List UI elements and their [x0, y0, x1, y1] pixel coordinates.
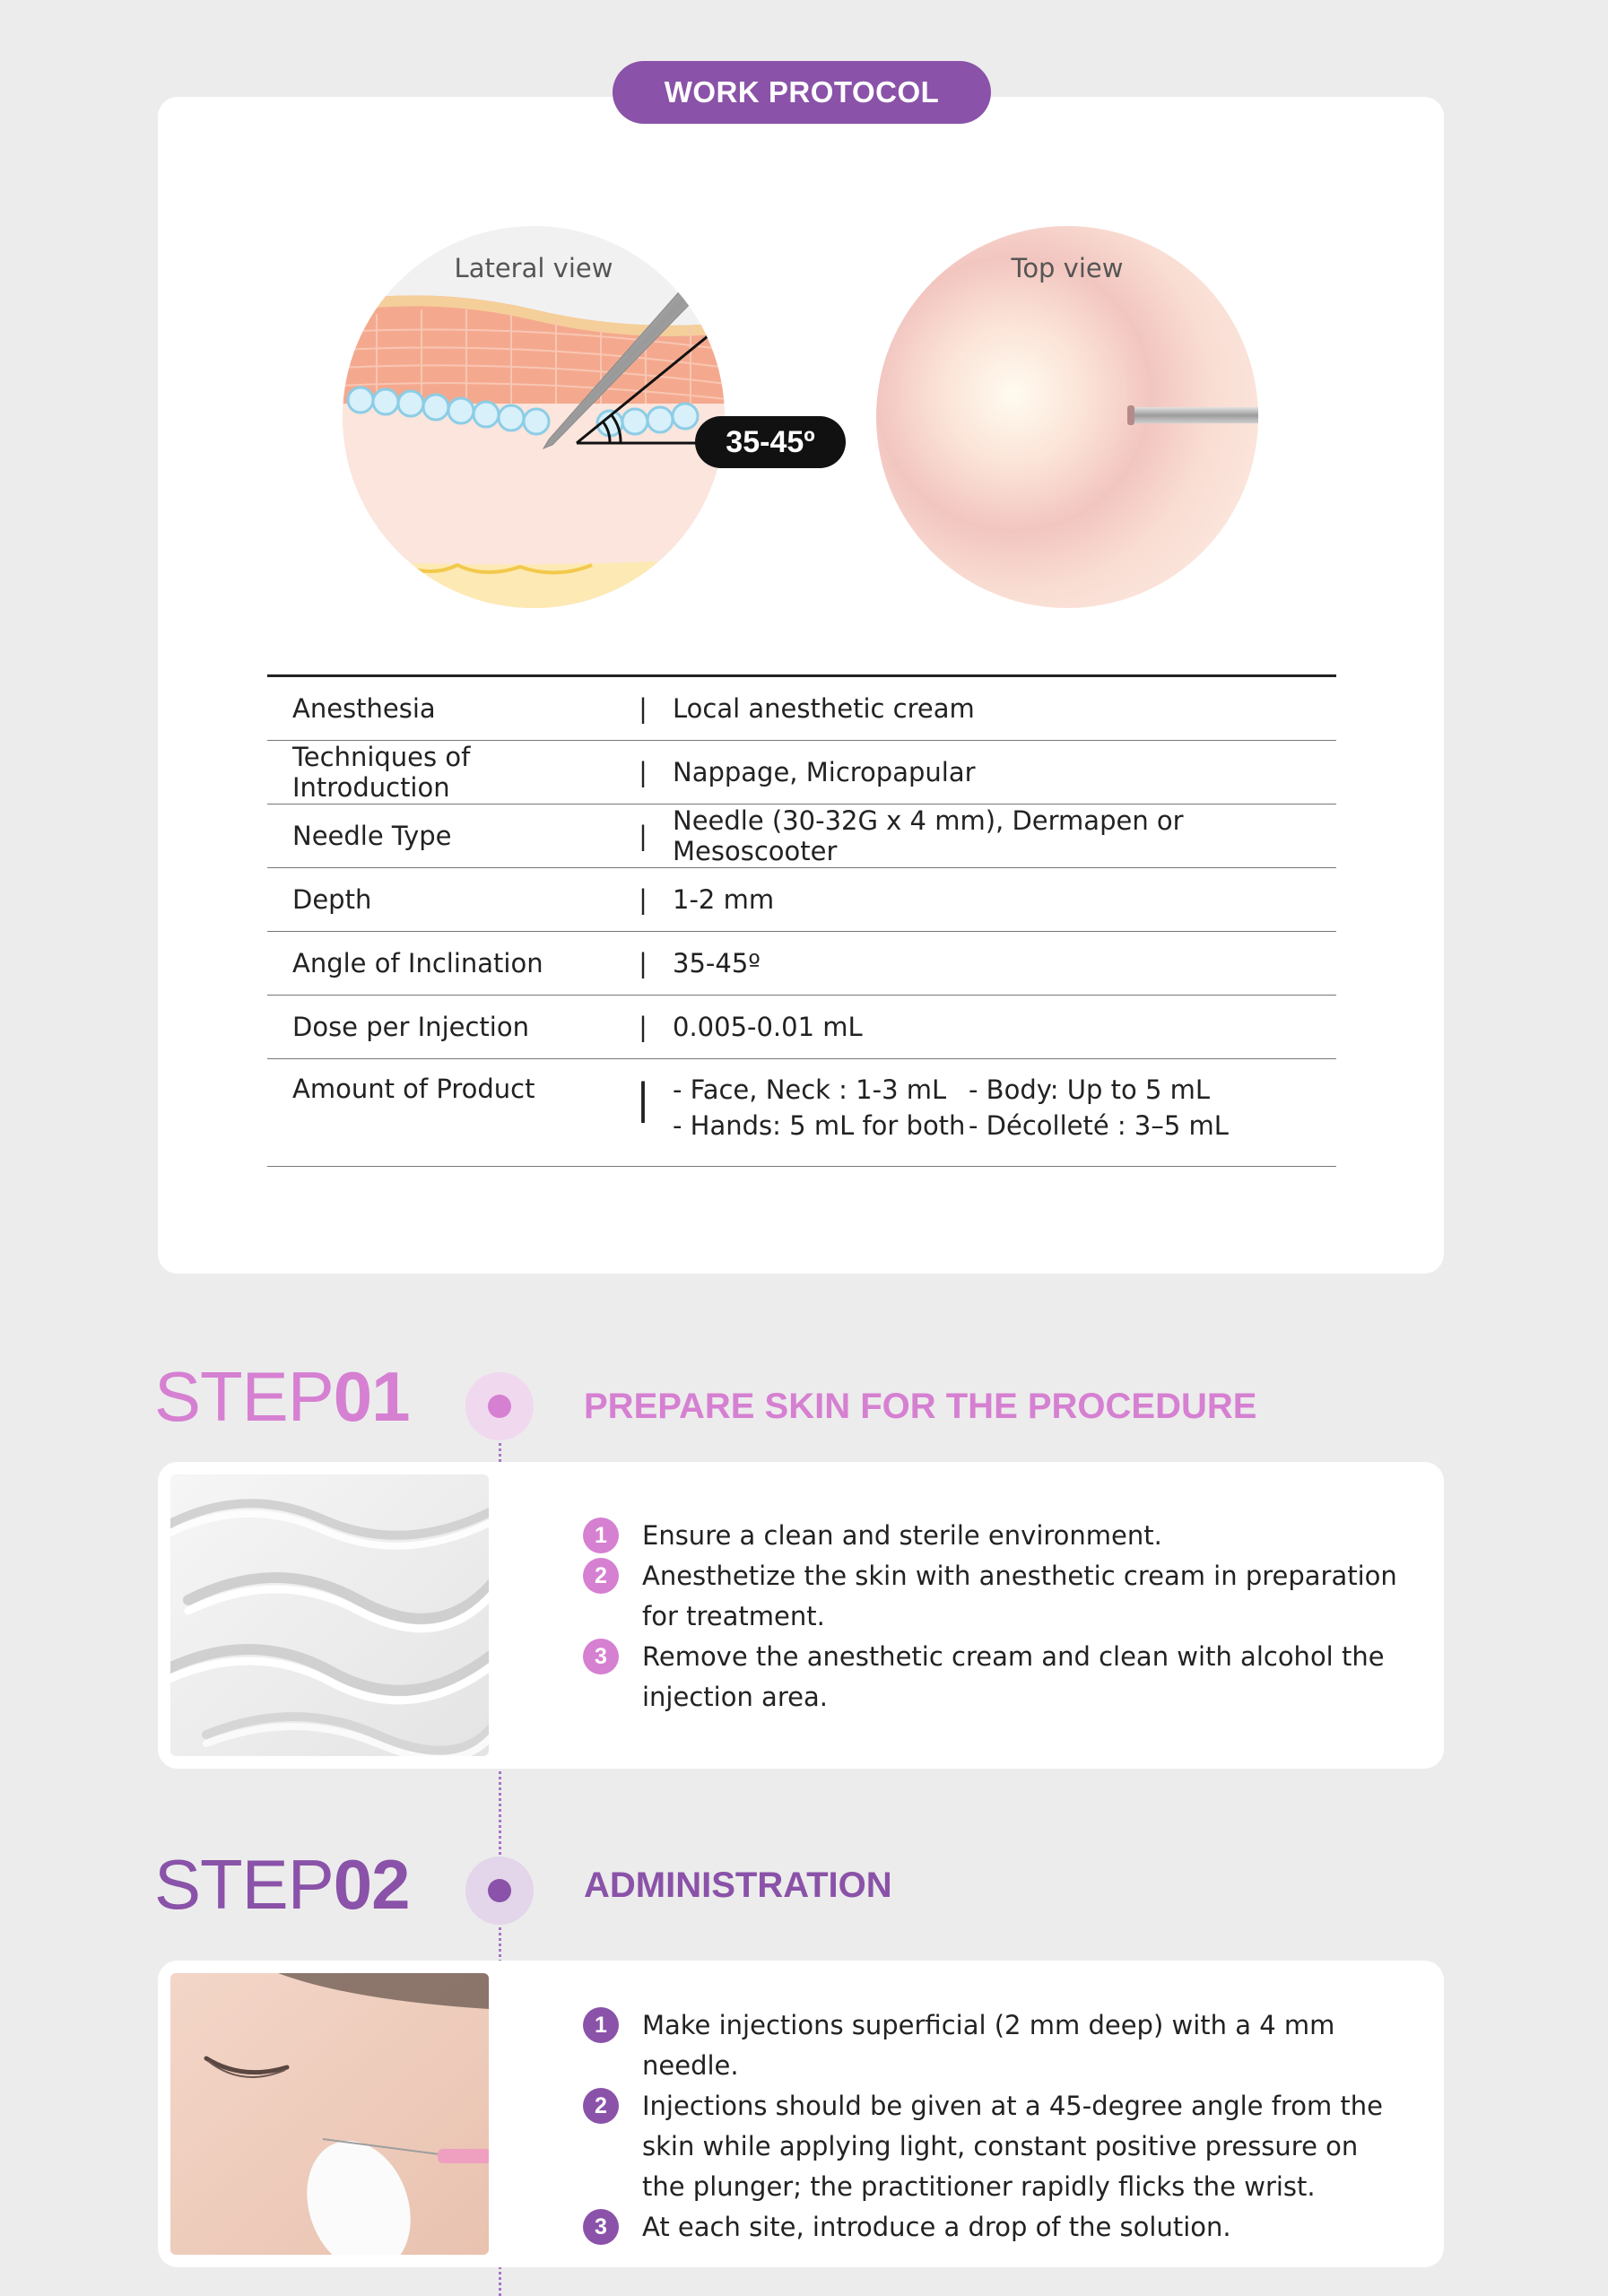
step2-title: [154, 1844, 410, 1926]
list-item: [583, 1556, 1408, 1637]
lateral-view-label: Lateral view: [454, 253, 613, 283]
row-label: Dose per Injection: [292, 1012, 529, 1042]
step1-item2-text: Anesthetize the skin with anesthetic cream in preparation for treatment.: [642, 1561, 1397, 1631]
table-row: [267, 804, 1336, 868]
row-separator: |: [639, 693, 648, 724]
row-value: 1-2 mm: [673, 884, 775, 915]
row-separator: |: [639, 884, 648, 915]
row-separator: |: [639, 821, 648, 851]
amount-hands: - Hands: 5 mL for both: [673, 1110, 966, 1141]
row-label: Amount of Product: [292, 1074, 535, 1104]
row-label: Depth: [292, 884, 372, 915]
table-row: [267, 677, 1336, 741]
step1-heading: PREPARE SKIN FOR THE PROCEDURE: [584, 1387, 1257, 1426]
step2-item2-text: Injections should be given at a 45-degree angle from the skin while applying light, constant positive pressure on the plunger; the practitioner rapidly flicks the wrist.: [642, 2091, 1384, 2202]
step1-number: 01: [333, 1357, 410, 1436]
step1-prefix: STEP: [154, 1357, 334, 1436]
step1-item1-number: 1: [583, 1518, 619, 1553]
list-item: [583, 1637, 1408, 1718]
step2-instructions: [583, 2005, 1408, 2248]
amount-face-neck: - Face, Neck : 1-3 mL: [673, 1074, 947, 1105]
row-label: Techniques of Introduction: [292, 742, 471, 803]
row-value: Local anesthetic cream: [673, 693, 975, 724]
table-row: [267, 996, 1336, 1059]
row-separator: |: [639, 948, 648, 978]
top-view-illustration: [874, 224, 1260, 610]
step2-card: [158, 1961, 1444, 2267]
cream-texture-image: [170, 1474, 489, 1756]
step1-item2-number: 2: [583, 1558, 619, 1594]
top-view-label: Top view: [1011, 253, 1124, 283]
step1-instructions: [583, 1516, 1408, 1718]
list-item: [583, 2005, 1408, 2086]
step2-timeline-dot: [465, 1857, 534, 1925]
face-injection-image: [170, 1973, 489, 2255]
row-value: Nappage, Micropapular: [673, 757, 976, 787]
step2-number: 02: [333, 1845, 410, 1924]
step1-timeline-dot: [465, 1372, 534, 1440]
step2-item3-text: At each site, introduce a drop of the solution.: [642, 2212, 1231, 2242]
table-row: [267, 868, 1336, 932]
list-item: [583, 2207, 1408, 2248]
row-separator: |: [639, 1012, 648, 1042]
step2-prefix: STEP: [154, 1845, 334, 1924]
amount-body: - Body: Up to 5 mL: [969, 1074, 1211, 1105]
table-row: [267, 932, 1336, 996]
step1-item3-text: Remove the anesthetic cream and clean with alcohol the injection area.: [642, 1641, 1385, 1712]
step1-item1-text: Ensure a clean and sterile environment.: [642, 1520, 1162, 1551]
row-label: Angle of Inclination: [292, 948, 543, 978]
row-value: 35-45º: [673, 948, 761, 978]
step2-item2-number: 2: [583, 2088, 619, 2124]
amount-decollete: - Décolleté : 3–5 mL: [969, 1110, 1229, 1141]
step2-item3-number: 3: [583, 2209, 619, 2245]
list-item: [583, 2086, 1408, 2207]
row-value: [658, 1074, 1336, 1142]
step1-item3-number: 3: [583, 1639, 619, 1674]
step2-heading: ADMINISTRATION: [584, 1866, 892, 1905]
parameter-table: [267, 674, 1336, 1167]
row-label: Needle Type: [292, 821, 452, 851]
row-value: Needle (30-32G x 4 mm), Dermapen or Mesoscooter: [673, 805, 1184, 866]
row-label: Anesthesia: [292, 693, 436, 724]
list-item: [583, 1516, 1408, 1556]
table-row: [267, 741, 1336, 804]
step2-item1-text: Make injections superficial (2 mm deep) with a 4 mm needle.: [642, 2010, 1335, 2081]
work-protocol-badge: WORK PROTOCOL: [613, 61, 991, 124]
row-separator: |: [636, 1074, 650, 1123]
table-row-amount: [267, 1059, 1336, 1167]
step2-item1-number: 1: [583, 2007, 619, 2043]
lateral-view-illustration: [341, 224, 726, 610]
step1-title: [154, 1356, 410, 1438]
step1-card: [158, 1462, 1444, 1769]
row-value: 0.005-0.01 mL: [673, 1012, 863, 1042]
angle-badge: 35-45º: [695, 416, 846, 468]
row-separator: |: [639, 757, 648, 787]
